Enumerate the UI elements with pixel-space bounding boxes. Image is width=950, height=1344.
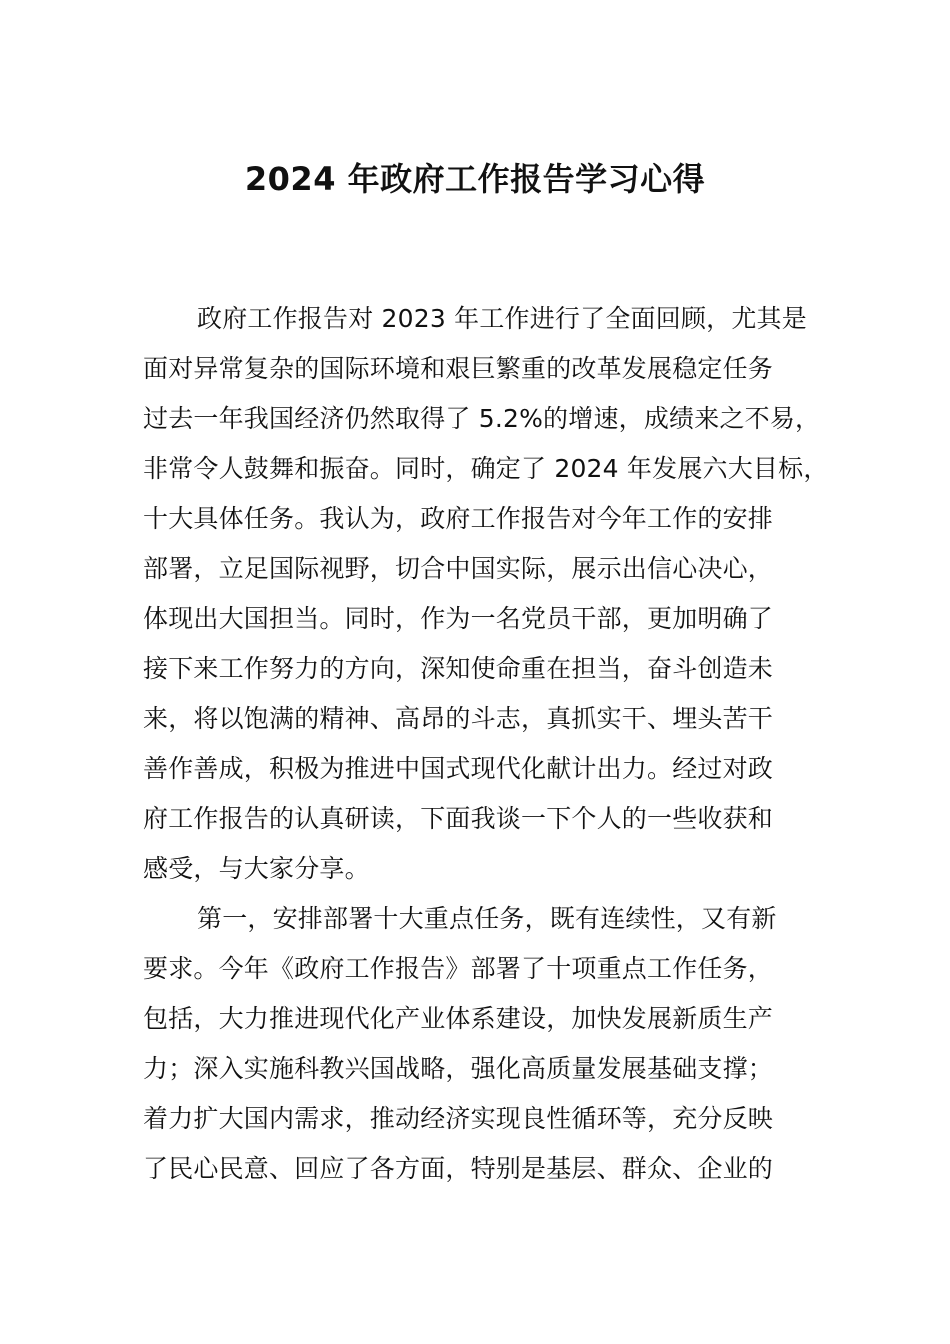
paragraph-line: 来，将以饱满的精神、高昂的斗志，真抓实干、埋头苦干 [143, 704, 774, 733]
paragraph-line: 力；深入实施科教兴国战略，强化高质量发展基础支撑； [143, 1054, 774, 1083]
paragraph-line: 体现出大国担当。同时，作为一名党员干部，更加明确了 [143, 604, 774, 633]
paragraph [143, 294, 843, 894]
paragraph-line: 要求。今年《政府工作报告》部署了十项重点工作任务， [143, 954, 774, 983]
document-body [143, 294, 843, 1194]
paragraph-line: 非常令人鼓舞和振奋。同时，确定了 2024 年发展六大目标， [143, 454, 829, 483]
paragraph-line: 府工作报告的认真研读，下面我谈一下个人的一些收获和 [143, 804, 774, 833]
paragraph-line: 着力扩大国内需求，推动经济实现良性循环等，充分反映 [143, 1104, 774, 1133]
paragraph-line: 过去一年我国经济仍然取得了 5.2%的增速，成绩来之不易， [143, 404, 821, 433]
paragraph [143, 894, 843, 1194]
paragraph-line: 善作善成，积极为推进中国式现代化献计出力。经过对政 [143, 754, 774, 783]
paragraph-line: 包括，大力推进现代化产业体系建设，加快发展新质生产 [143, 1004, 774, 1033]
paragraph-line: 面对异常复杂的国际环境和艰巨繁重的改革发展稳定任务 [143, 354, 774, 383]
paragraph-line: 部署，立足国际视野，切合中国实际，展示出信心决心， [143, 554, 774, 583]
paragraph-line: 感受，与大家分享。 [143, 854, 370, 883]
paragraph-line: 接下来工作努力的方向，深知使命重在担当，奋斗创造未 [143, 654, 774, 683]
paragraph-line: 政府工作报告对 2023 年工作进行了全面回顾，尤其是 [197, 304, 807, 333]
paragraph-line: 十大具体任务。我认为，政府工作报告对今年工作的安排 [143, 504, 774, 533]
document-title: 2024 年政府工作报告学习心得 [244, 160, 706, 198]
paragraph-line: 第一，安排部署十大重点任务，既有连续性，又有新 [197, 904, 777, 933]
paragraph-line: 了民心民意、回应了各方面，特别是基层、群众、企业的 [143, 1154, 774, 1183]
